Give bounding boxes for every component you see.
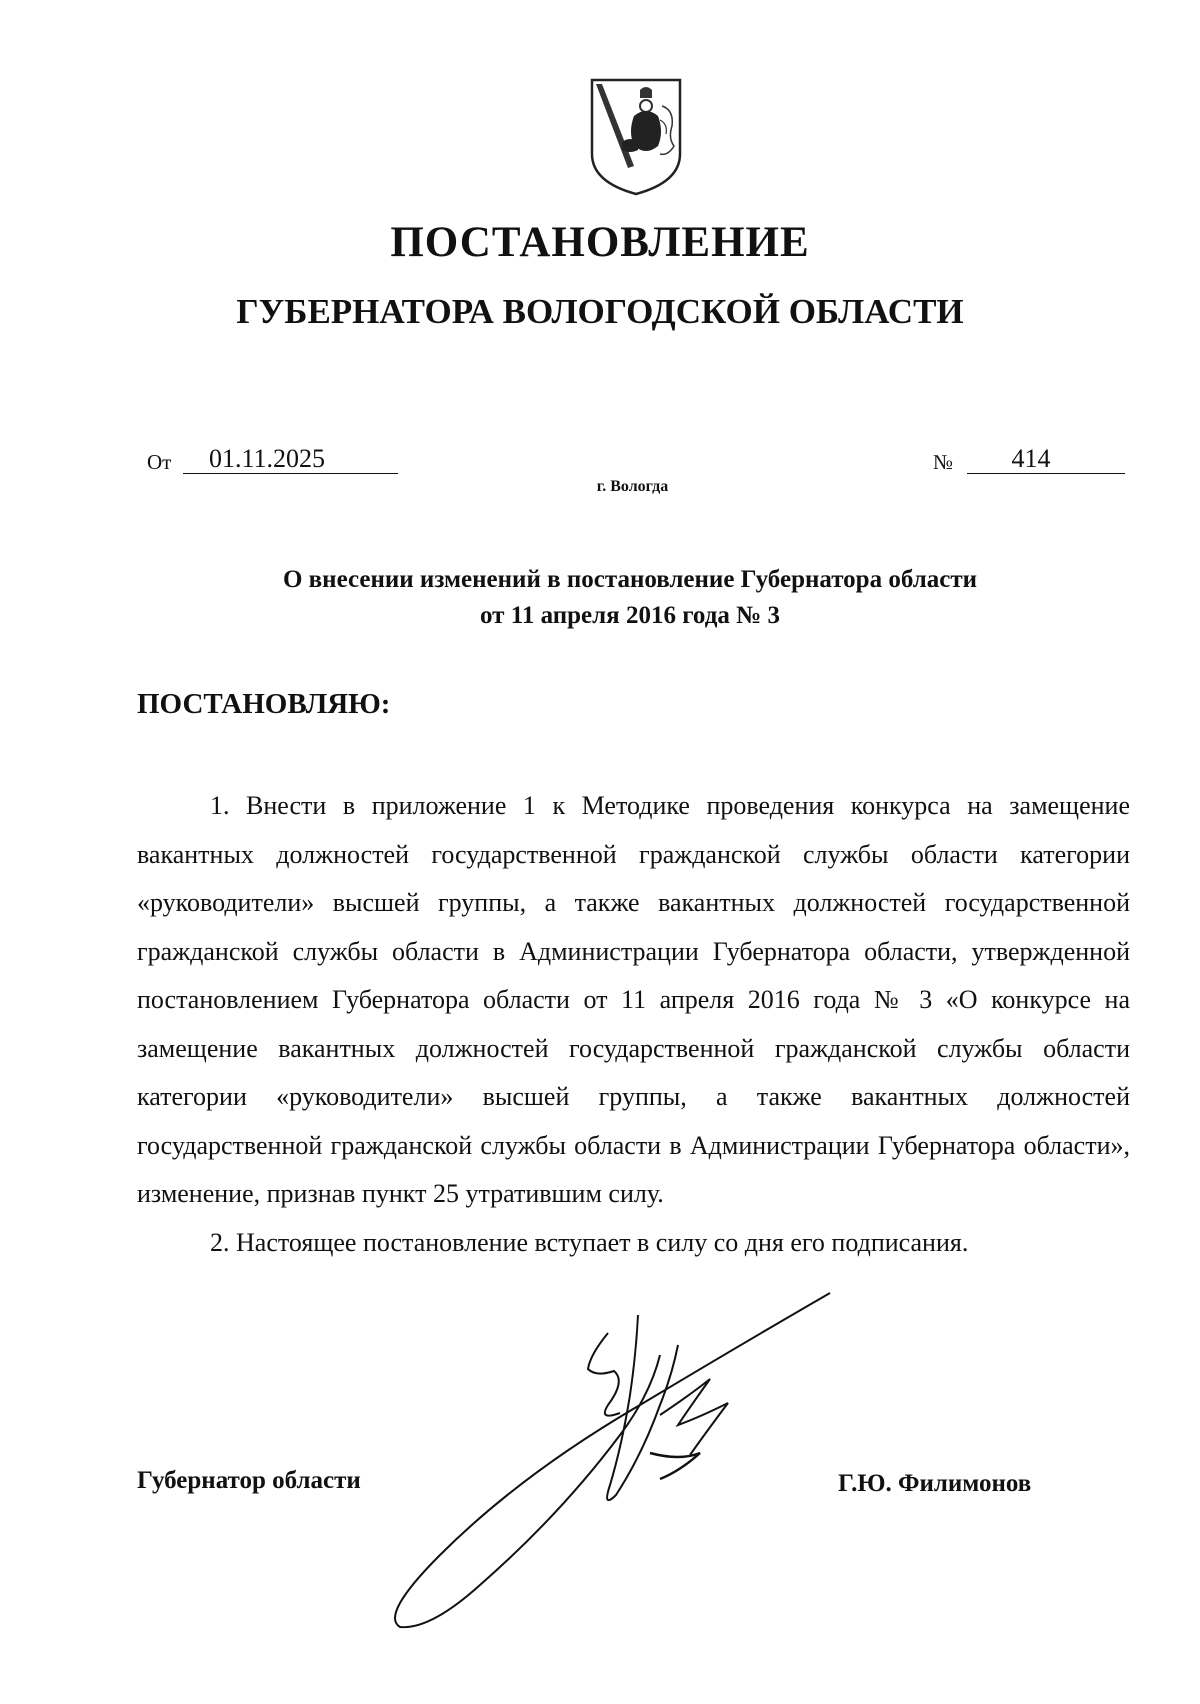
date-prefix: От [147, 450, 172, 474]
subject-line-2: от 11 апреля 2016 года № 3 [480, 602, 780, 629]
document-title: ПОСТАНОВЛЕНИЕ [390, 219, 810, 266]
document-subject [180, 562, 1080, 634]
body-paragraph-2: 2. Настоящее постановление вступает в силу со дня его подписания. [210, 1227, 969, 1257]
document-date: 01.11.2025 [183, 444, 398, 474]
coat-of-arms-icon [588, 76, 684, 198]
handwritten-signature [360, 1285, 880, 1630]
city: г. Вологда [596, 478, 669, 495]
number-prefix: № [933, 450, 954, 474]
signatory-position: Губернатор области [137, 1467, 361, 1494]
body-paragraph-1: 1. Внести в приложение 1 к Методике проведения конкурса на замещение вакантных должностей государственной гражданской службы области категории «руководители» высшей группы, а также вакантных должностей государственной гражданской службы области в Администрации Губернатора области, утвержденной постановлением Губернатора области от 11 апреля 2016 года № 3 «О конкурсе на замещение вакантных должностей государственной гражданской службы области категории «руководители» высшей группы, а также вакантных должностей государственной гражданской службы области в Администрации Губернатора области», изменение, признав пункт 25 утратившим силу. [137, 791, 1130, 1208]
document-subtitle: ГУБЕРНАТОРА ВОЛОГОДСКОЙ ОБЛАСТИ [236, 292, 964, 331]
signatory-name: Г.Ю. Филимонов [838, 1470, 1032, 1497]
decree-word: ПОСТАНОВЛЯЮ: [137, 688, 391, 720]
document-body [137, 782, 1130, 1267]
subject-line-1: О внесении изменений в постановление Губернатора области [282, 566, 978, 593]
document-number: 414 [967, 444, 1125, 474]
